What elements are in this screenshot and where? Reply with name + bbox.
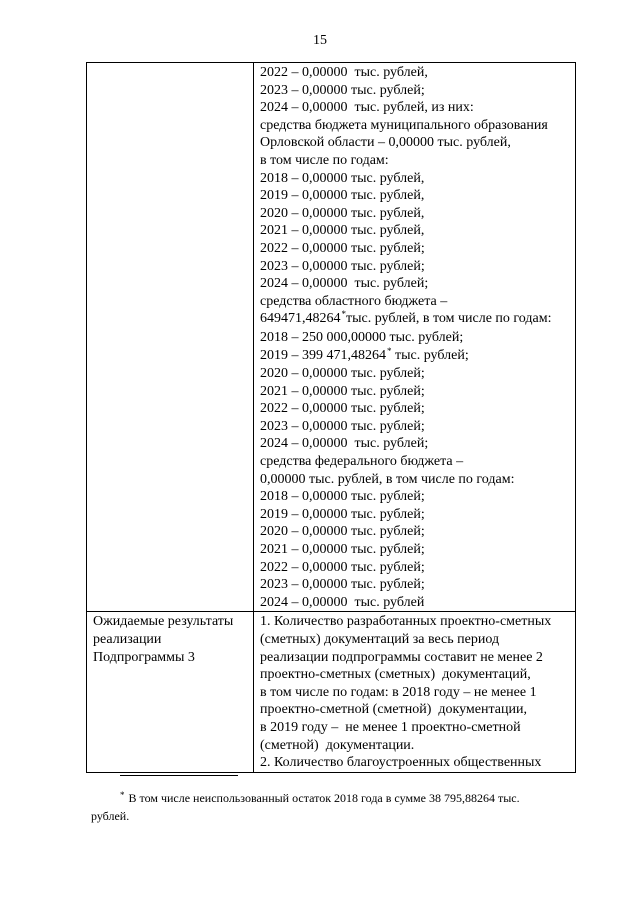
footnote-text: В том числе неиспользованный остаток 2018 года в сумме 38 795,88264 тыс.	[128, 791, 520, 805]
regional-2019-line	[260, 347, 569, 366]
regional-2018-line: 2018 – 250 000,00000 тыс. рублей;	[260, 329, 464, 345]
results-line: в том числе по годам: в 2018 году – не менее 1	[260, 684, 537, 700]
finance-line: 2024 – 0,00000 тыс. рублей;	[260, 436, 429, 452]
finance-line: 2023 – 0,00000 тыс. рублей;	[260, 418, 425, 434]
footnote-marker: *	[387, 345, 392, 356]
table-row-results	[87, 612, 576, 772]
empty-label-cell	[87, 63, 254, 612]
results-cell	[254, 612, 576, 772]
finance-line: 2020 – 0,00000 тыс. рублей;	[260, 524, 425, 540]
results-line: 2. Количество благоустроенных общественных	[260, 755, 542, 771]
finance-line: 2018 – 0,00000 тыс. рублей;	[260, 489, 425, 505]
finance-line: 0,00000 тыс. рублей, в том числе по годам:	[260, 471, 515, 487]
regional-total-rest: тыс. рублей, в том числе по годам:	[346, 311, 552, 327]
regional-2019-rest: тыс. рублей;	[391, 347, 469, 363]
finance-line: 2020 – 0,00000 тыс. рублей;	[260, 366, 425, 382]
results-label-line: Подпрограммы 3	[93, 649, 195, 665]
finance-line: 2024 – 0,00000 тыс. рублей, из них:	[260, 100, 474, 116]
finance-cell	[254, 63, 576, 612]
finance-line: 2024 – 0,00000 тыс. рублей;	[260, 276, 429, 292]
finance-line: 2023 – 0,00000 тыс. рублей;	[260, 577, 425, 593]
results-line: (сметной) документации.	[260, 737, 415, 753]
finance-line: 2022 – 0,00000 тыс. рублей;	[260, 401, 425, 417]
footnote-mark: *	[120, 790, 125, 800]
finance-line: 2020 – 0,00000 тыс. рублей,	[260, 205, 425, 221]
results-line: проектно-сметной (сметной) документации,	[260, 702, 527, 718]
footnote	[120, 789, 588, 809]
finance-line: 2022 – 0,00000 тыс. рублей;	[260, 559, 425, 575]
finance-line: 2023 – 0,00000 тыс. рублей;	[260, 82, 425, 98]
finance-line: средства областного бюджета –	[260, 293, 448, 309]
results-label-line: реализации	[93, 632, 162, 647]
footnote-divider	[120, 775, 238, 776]
finance-line: 2019 – 0,00000 тыс. рублей;	[260, 506, 425, 522]
regional-2019-value: 2019 – 399 471,48264	[260, 347, 386, 363]
finance-line: Орловской области – 0,00000 тыс. рублей,	[260, 135, 511, 151]
finance-line: средства бюджета муниципального образования	[260, 117, 548, 133]
results-line: (сметных) документаций за весь период	[260, 632, 500, 647]
results-label-line: Ожидаемые результаты	[93, 614, 234, 630]
results-line: 1. Количество разработанных проектно-сметных	[260, 614, 552, 630]
finance-line: 2018 – 0,00000 тыс. рублей,	[260, 170, 425, 186]
finance-line: 2021 – 0,00000 тыс. рублей;	[260, 542, 425, 558]
results-label-cell	[87, 612, 254, 772]
finance-line: средства федерального бюджета –	[260, 454, 464, 470]
finance-line: 2023 – 0,00000 тыс. рублей;	[260, 258, 425, 274]
footnote-continuation: рублей.	[91, 809, 130, 823]
finance-line: 2021 – 0,00000 тыс. рублей;	[260, 383, 425, 399]
regional-total-value: 649471,48264	[260, 311, 341, 327]
results-line: проектно-сметных (сметных) документаций,	[260, 667, 531, 683]
page-number: 15	[313, 33, 327, 48]
footnote-marker: *	[341, 309, 346, 320]
regional-total-line	[260, 310, 569, 329]
finance-line: 2024 – 0,00000 тыс. рублей	[260, 594, 425, 610]
program-table	[86, 62, 576, 773]
table-row-finance	[87, 63, 576, 612]
results-line: в 2019 году – не менее 1 проектно-сметной	[260, 719, 521, 735]
finance-line: 2022 – 0,00000 тыс. рублей;	[260, 240, 425, 256]
finance-line: в том числе по годам:	[260, 152, 389, 168]
finance-line: 2021 – 0,00000 тыс. рублей,	[260, 223, 425, 239]
finance-line: 2022 – 0,00000 тыс. рублей,	[260, 65, 428, 80]
finance-line: 2019 – 0,00000 тыс. рублей,	[260, 188, 425, 204]
results-line: реализации подпрограммы составит не менее 2	[260, 649, 543, 665]
